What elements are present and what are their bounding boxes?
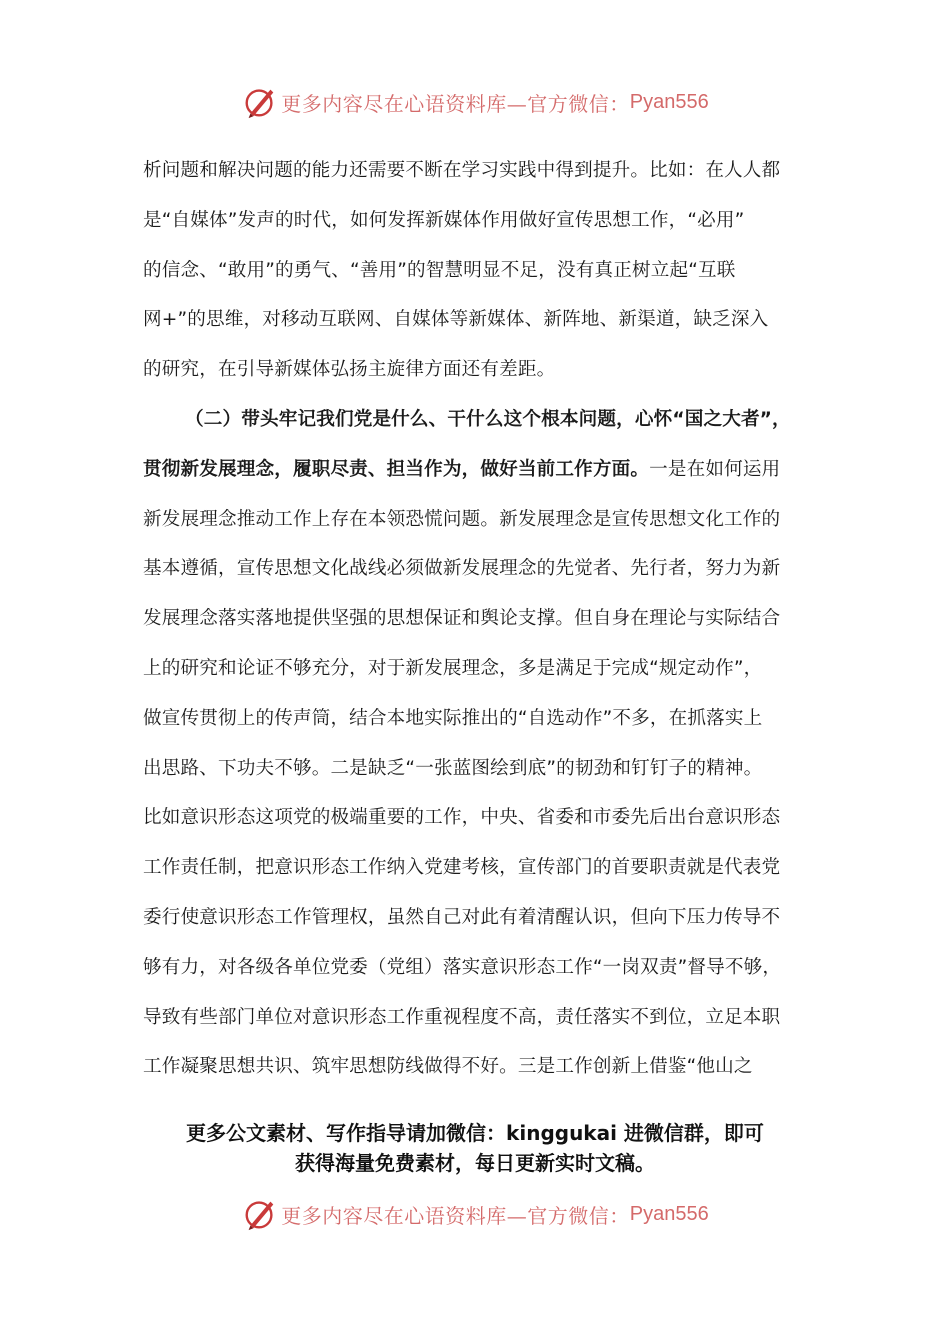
text-line: 做宣传贯彻上的传声筒，结合本地实际推出的“自选动作”不多，在抓落实上 — [143, 707, 763, 729]
section-heading-continued: 贯彻新发展理念，履职尽责、担当作为，做好当前工作方面。 — [143, 458, 650, 480]
paragraph-start: 一是在如何运用 — [649, 458, 781, 480]
footer-line-1: 更多公文素材、写作指导请加微信：kinggukai 进微信群，即可 — [186, 1121, 764, 1145]
text-line: 是“自媒体”发声的时代，如何发挥新媒体作用做好宣传思想工作，“必用” — [143, 209, 745, 231]
section-heading: （二）带头牢记我们党是什么、干什么这个根本问题，心怀“国之大者”， — [185, 408, 791, 430]
text-line: 出思路、下功夫不够。二是缺乏“一张蓝图绘到底”的韧劲和钉钉子的精神。 — [143, 757, 763, 779]
banner-wechat-id: Pyan556 — [629, 1202, 709, 1225]
text-line: 导致有些部门单位对意识形态工作重视程度不高，责任落实不到位，立足本职 — [143, 1006, 781, 1028]
text-line — [143, 445, 813, 495]
footer-promo — [0, 1118, 950, 1178]
text-line: 够有力，对各级各单位党委（党组）落实意识形态工作“一岗双责”督导不够， — [143, 956, 782, 978]
text-line: 上的研究和论证不够充分，对于新发展理念，多是满足于完成“规定动作”， — [143, 657, 763, 679]
document-body — [143, 146, 813, 1092]
text-line: 的研究，在引导新媒体弘扬主旋律方面还有差距。 — [143, 359, 556, 381]
text-line: 工作凝聚思想共识、筑牢思想防线做得不好。三是工作创新上借鉴“他山之 — [143, 1056, 753, 1078]
text-line: 基本遵循，宣传思想文化战线必须做新发展理念的先觉者、先行者，努力为新 — [143, 558, 781, 580]
text-line: 析问题和解决问题的能力还需要不断在学习实践中得到提升。比如：在人人都 — [143, 160, 781, 181]
text-line: 工作责任制，把意识形态工作纳入党建考核，宣传部门的首要职责就是代表党 — [143, 857, 781, 879]
footer-banner — [0, 1194, 950, 1234]
text-line: 委行使意识形态工作管理权，虽然自己对此有着清醒认识，但向下压力传导不 — [143, 906, 781, 928]
header-banner — [0, 82, 950, 122]
banner-text: 更多内容尽在心语资料库—官方微信： — [281, 1203, 630, 1228]
pen-logo-icon — [241, 83, 279, 121]
pen-logo-icon — [241, 1195, 279, 1233]
text-line: 发展理念落实落地提供坚强的思想保证和舆论支撑。但自身在理论与实际结合 — [143, 608, 781, 630]
text-line: 比如意识形态这项党的极端重要的工作，中央、省委和市委先后出台意识形态 — [143, 807, 781, 829]
text-line: 的信念、“敢用”的勇气、“善用”的智慧明显不足，没有真正树立起“互联 — [143, 259, 736, 281]
text-line: 网+”的思维，对移动互联网、自媒体等新媒体、新阵地、新渠道，缺乏深入 — [143, 309, 769, 331]
banner-wechat-id: Pyan556 — [629, 90, 709, 113]
banner-text: 更多内容尽在心语资料库—官方微信： — [281, 91, 630, 116]
text-line: 新发展理念推动工作上存在本领恐慌问题。新发展理念是宣传思想文化工作的 — [143, 508, 781, 530]
footer-line-2: 获得海量免费素材，每日更新实时文稿。 — [295, 1151, 655, 1175]
